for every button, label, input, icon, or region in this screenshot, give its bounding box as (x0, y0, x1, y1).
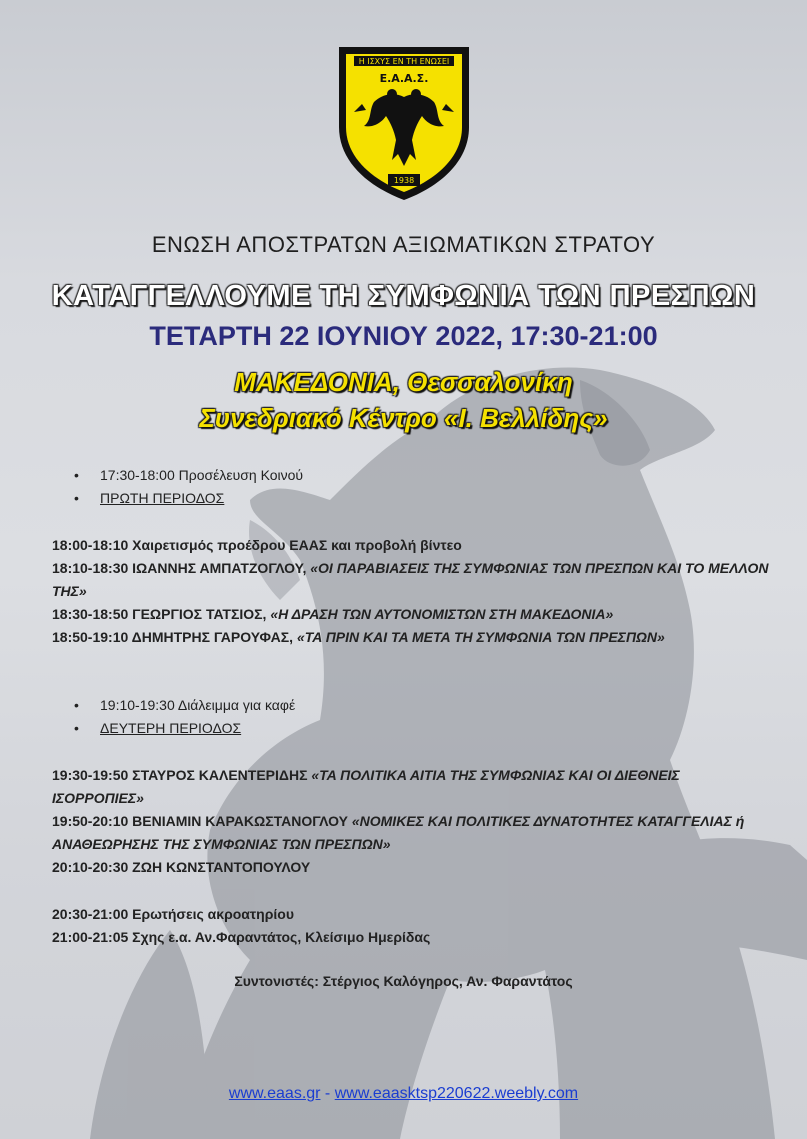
closing-schedule (52, 903, 772, 949)
bullet-second-period: • ΔΕΥΤΕΡΗ ΠΕΡΙΟΔΟΣ (68, 717, 295, 740)
schedule-item: 19:30-19:50 ΣΤΑΥΡΟΣ ΚΑΛΕΝΤΕΡΙΔΗΣ «ΤΑ ΠΟΛΙΤΙΚΑ ΑΙΤΙΑ ΤΗΣ ΣΥΜΦΩΝΙΑΣ ΚΑΙ ΟΙ ΔΙΕΘΝΕΙΣ ΙΣΟΡΡΟΠΙΕΣ» (52, 767, 680, 806)
organization-name: ΕΝΩΣΗ ΑΠΟΣΤΡΑΤΩΝ ΑΞΙΩΜΑΤΙΚΩΝ ΣΤΡΑΤΟΥ (151, 232, 656, 257)
bullet-arrival: • 17:30-18:00 Προσέλευση Κοινού (68, 464, 303, 487)
schedule-item: 20:30-21:00 Ερωτήσεις ακροατηρίου (52, 906, 294, 922)
schedule-item: 19:50-20:10 ΒΕΝΙΑΜΙΝ ΚΑΡΑΚΩΣΤΑΝΟΓΛΟΥ «ΝΟΜΙΚΕΣ ΚΑΙ ΠΟΛΙΤΙΚΕΣ ΔΥΝΑΤΟΤΗΤΕΣ ΚΑΤΑΓΓΕΛΙΑΣ ή ΑΝΑΘΕΩΡΗΣΗΣ ΤΗΣ ΣΥΜΦΩΝΙΑΣ ΤΩΝ ΠΡΕΣΠΩΝ» (52, 813, 745, 852)
schedule-item: 18:00-18:10 Χαιρετισμός προέδρου ΕΑΑΣ και προβολή βίντεο (52, 537, 462, 553)
logo-year: 1938 (393, 176, 415, 185)
footer-links (0, 1085, 807, 1103)
eaas-shield-logo (334, 42, 474, 202)
second-period-schedule (52, 764, 772, 879)
link-separator: - (320, 1085, 335, 1102)
moderators: Συντονιστές: Στέργιος Καλόγηρος, Αν. Φαραντάτος (234, 973, 573, 989)
bullet-coffee-break: • 19:10-19:30 Διάλειμμα για καφέ (68, 694, 295, 717)
venue-center: Συνεδριακό Κέντρο «Ι. Βελλίδης» (199, 403, 608, 433)
eaas-website-link[interactable]: www.eaas.gr (228, 1085, 321, 1102)
program-bullets-first (68, 464, 303, 510)
logo-motto: Η ΙΣΧΥΣ ΕΝ ΤΗ ΕΝΩΣΕΙ (358, 57, 450, 66)
schedule-item: 18:50-19:10 ΔΗΜΗΤΡΗΣ ΓΑΡΟΥΦΑΣ, «ΤΑ ΠΡΙΝ ΚΑΙ ΤΑ ΜΕΤΑ ΤΗ ΣΥΜΦΩΝΙΑ ΤΩΝ ΠΡΕΣΠΩΝ» (52, 629, 665, 645)
event-date: ΤΕΤΑΡΤΗ 22 ΙΟΥΝΙΟΥ 2022, 17:30-21:00 (149, 321, 658, 351)
bullet-first-period: • ΠΡΩΤΗ ΠΕΡΙΟΔΟΣ (68, 487, 303, 510)
venue-location: ΜΑΚΕΔΟΝΙΑ, Θεσσαλονίκη (234, 367, 573, 397)
schedule-item: 18:30-18:50 ΓΕΩΡΓΙΟΣ ΤΑΤΣΙΟΣ, «Η ΔΡΑΣΗ ΤΩΝ ΑΥΤΟΝΟΜΙΣΤΩΝ ΣΤΗ ΜΑΚΕΔΟΝΙΑ» (52, 606, 614, 622)
first-period-schedule (52, 534, 772, 649)
event-title: ΚΑΤΑΓΓΕΛΛΟΥΜΕ ΤΗ ΣΥΜΦΩΝΙΑ ΤΩΝ ΠΡΕΣΠΩΝ (51, 280, 756, 312)
event-website-link[interactable]: www.eaasktsp220622.weebly.com (334, 1085, 579, 1102)
logo-abbreviation: Ε.Α.Α.Σ. (379, 72, 429, 85)
schedule-item: 18:10-18:30 ΙΩΑΝΝΗΣ ΑΜΠΑΤΖΟΓΛΟΥ, «ΟΙ ΠΑΡΑΒΙΑΣΕΙΣ ΤΗΣ ΣΥΜΦΩΝΙΑΣ ΤΩΝ ΠΡΕΣΠΩΝ ΚΑΙ ΤΟ ΜΕΛΛΟΝ ΤΗΣ» (52, 560, 769, 599)
program-bullets-second (68, 694, 295, 740)
schedule-item: 20:10-20:30 ΖΩΗ ΚΩΝΣΤΑΝΤΟΠΟΥΛΟΥ (52, 859, 311, 875)
schedule-item: 21:00-21:05 Σχης ε.α. Αν.Φαραντάτος, Κλείσιμο Ημερίδας (52, 929, 431, 945)
